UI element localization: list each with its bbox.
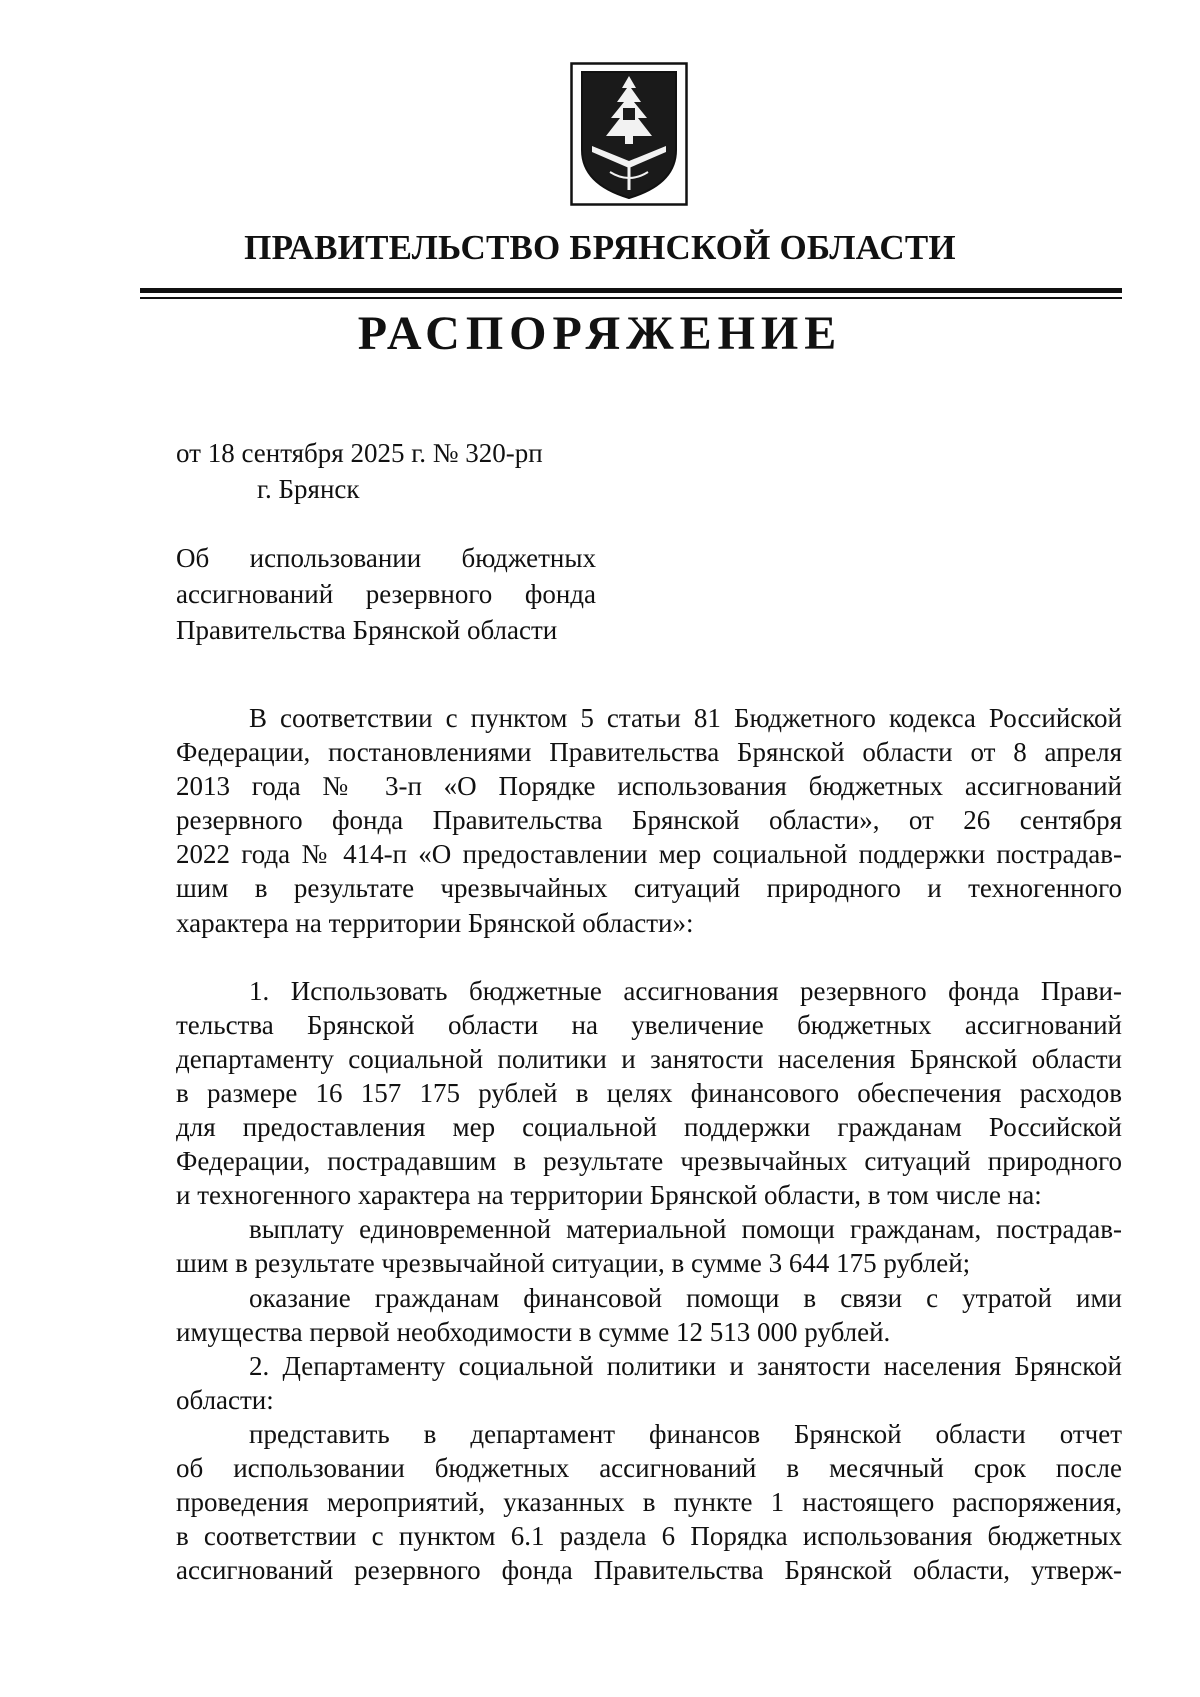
body-line: в соответствии с пунктом 6.1 раздела 6 Порядка использования бюджетных <box>176 1521 1122 1552</box>
body-line: шим в результате чрезвычайной ситуации, в сумме 3 644 175 рублей; <box>176 1248 971 1279</box>
body-line: выплату единовременной материальной помощи гражданам, пострадав- <box>249 1214 1122 1245</box>
body-line: 1. Использовать бюджетные ассигнования резервного фонда Прави- <box>249 975 1122 1006</box>
body-line: проведения мероприятий, указанных в пункте 1 настоящего распоряжения, <box>176 1487 1122 1518</box>
body-line: 2013 года № 3-п «О Порядке использования бюджетных ассигнований <box>176 771 1122 802</box>
body-line: ассигнований резервного фонда Правительства Брянской области, утверж- <box>176 1555 1122 1586</box>
body-line: департаменту социальной политики и занятости населения Брянской области <box>176 1043 1122 1074</box>
header-rule-thick <box>140 288 1122 293</box>
subject-line: ассигнований резервного фонда <box>176 579 596 609</box>
body-line: 2022 года № 414-п «О предоставлении мер социальной поддержки пострадав- <box>176 839 1122 870</box>
subject-line: Правительства Брянской области <box>176 615 558 645</box>
body-line: для предоставления мер социальной поддержки гражданам Российской <box>176 1112 1122 1143</box>
body-line: шим в результате чрезвычайных ситуаций природного и техногенного <box>176 873 1122 904</box>
body-line: 2. Департаменту социальной политики и занятости населения Брянской <box>249 1350 1122 1381</box>
date-number-line: от 18 сентября 2025 г. № 320-рп <box>176 438 543 468</box>
body-line: области: <box>176 1384 274 1415</box>
body-line: оказание гражданам финансовой помощи в связи с утратой ими <box>249 1282 1122 1313</box>
body-line: В соответствии с пунктом 5 статьи 81 Бюджетного кодекса Российской <box>249 703 1122 733</box>
body-line: имущества первой необходимости в сумме 12 513 000 рублей. <box>176 1316 891 1347</box>
body-line: характера на территории Брянской области»: <box>176 907 694 938</box>
body-line: тельства Брянской области на увеличение бюджетных ассигнований <box>176 1009 1122 1040</box>
subject-block <box>176 540 596 648</box>
city-line: г. Брянск <box>257 474 360 504</box>
document-body <box>176 701 1122 1587</box>
body-line: представить в департамент финансов Брянской области отчет <box>249 1418 1122 1449</box>
body-line: резервного фонда Правительства Брянской области», от 26 сентября <box>176 805 1122 836</box>
government-title: ПРАВИТЕЛЬСТВО БРЯНСКОЙ ОБЛАСТИ <box>244 228 956 267</box>
body-line: Федерации, постановлениями Правительства Брянской области от 8 апреля <box>176 737 1122 768</box>
coat-of-arms-emblem <box>570 62 688 206</box>
body-line: об использовании бюджетных ассигнований в месячный срок после <box>176 1452 1122 1483</box>
subject-line: Об использовании бюджетных <box>176 543 596 573</box>
header-rule-thin <box>140 297 1122 299</box>
body-line: Федерации, пострадавшим в результате чрезвычайных ситуаций природного <box>176 1146 1122 1177</box>
body-line: в размере 16 157 175 рублей в целях финансового обеспечения расходов <box>176 1077 1122 1108</box>
paragraph-gap <box>176 940 1122 974</box>
document-type-title: РАСПОРЯЖЕНИЕ <box>357 307 843 360</box>
body-line: и техногенного характера на территории Брянской области, в том числе на: <box>176 1180 1042 1211</box>
